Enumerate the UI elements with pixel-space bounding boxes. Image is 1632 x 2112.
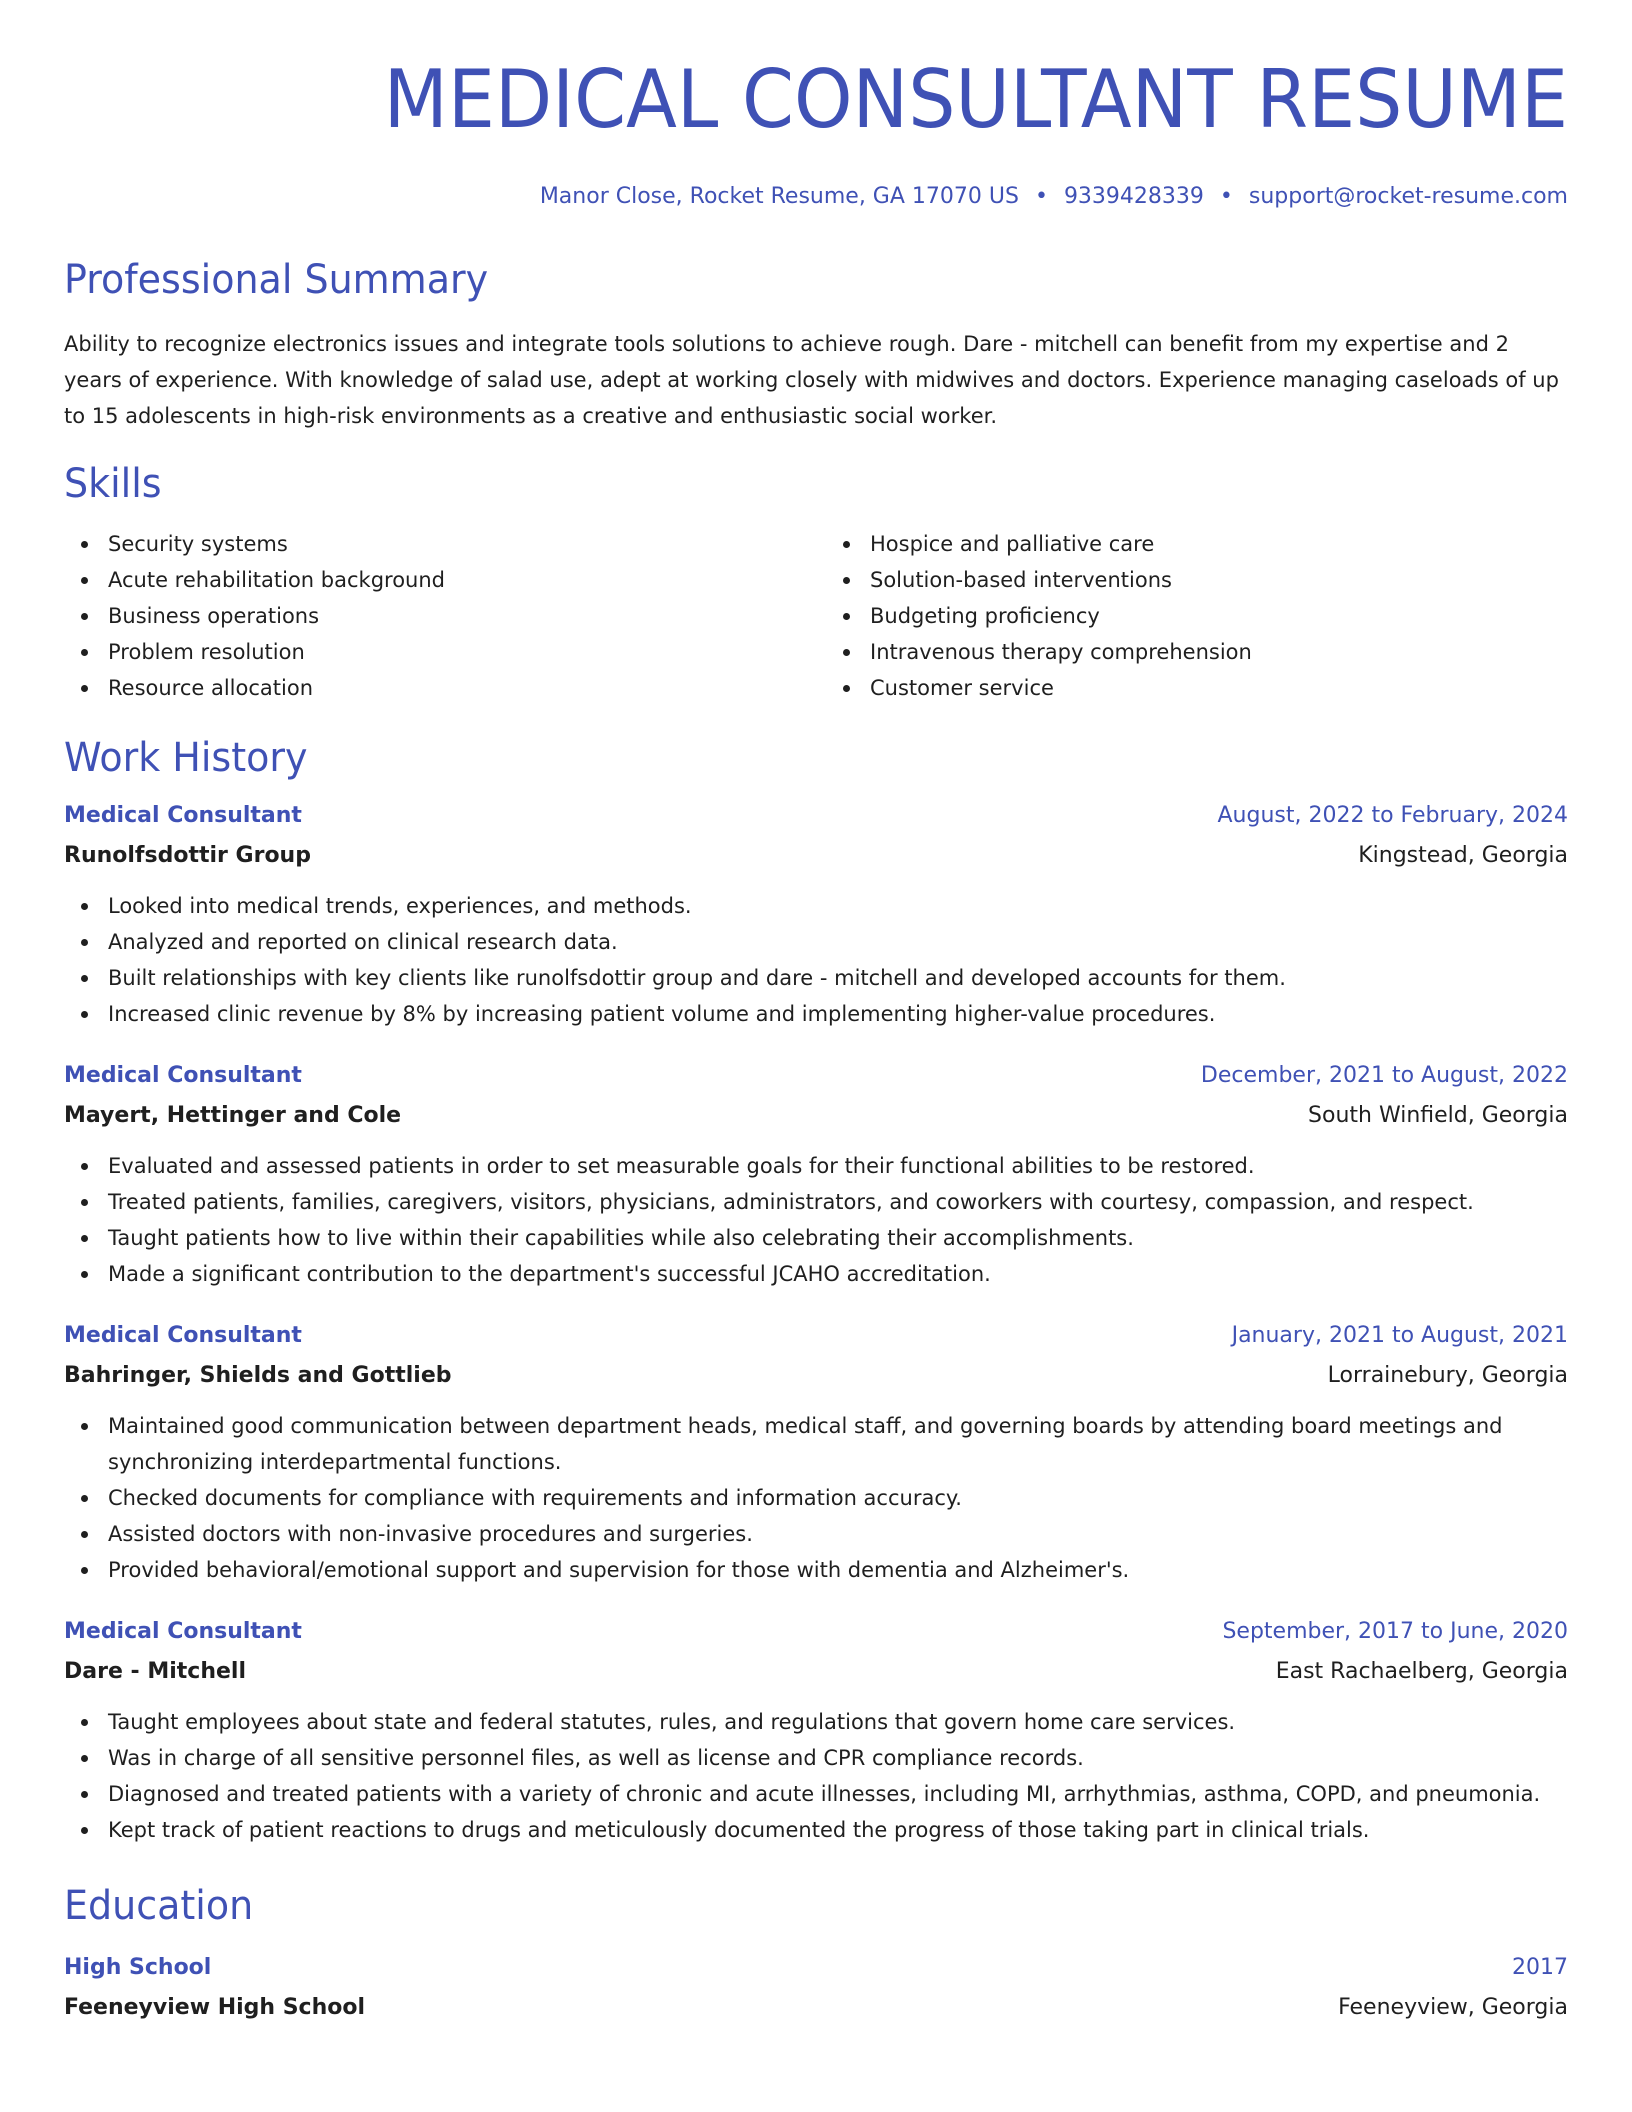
job-location: South Winfield, Georgia [1308,1103,1568,1128]
job-bullet: Diagnosed and treated patients with a variety of chronic and acute illnesses, including MI, arrhythmias, asthma, COPD, and pneumonia. [64,1776,1568,1812]
job-bullet: Looked into medical trends, experiences, and methods. [64,888,1568,924]
job-title-row [64,1056,1568,1096]
skills-heading: Skills [64,461,162,507]
job-bullets [64,888,1568,1032]
skill-item: Budgeting proficiency [826,598,1568,634]
job-company-row [64,1356,1568,1396]
job-bullet: Was in charge of all sensitive personnel files, as well as license and CPR compliance records. [64,1740,1568,1776]
job-location: East Rachaelberg, Georgia [1275,1659,1568,1684]
job-company: Runolfsdottir Group [64,843,311,868]
job-entry [64,796,1568,1032]
resume-title: MEDICAL CONSULTANT RESUME [383,53,1568,146]
education-entry [64,1948,1568,2028]
skill-item: Intravenous therapy comprehension [826,634,1568,670]
job-bullet: Assisted doctors with non-invasive procedures and surgeries. [64,1516,1568,1552]
job-company-row [64,1096,1568,1136]
skill-item: Security systems [64,526,816,562]
contact-phone: 9339428339 [1063,184,1204,209]
skill-item: Problem resolution [64,634,816,670]
job-bullets [64,1408,1568,1588]
education-degree: High School [64,1955,212,1980]
skill-item: Customer service [826,670,1568,706]
job-title-row [64,1612,1568,1652]
job-location: Kingstead, Georgia [1358,843,1568,868]
job-title-row [64,1316,1568,1356]
job-company: Mayert, Hettinger and Cole [64,1103,402,1128]
job-bullets [64,1148,1568,1292]
job-bullet: Taught patients how to live within their capabilities while also celebrating their accomplishments. [64,1220,1568,1256]
skills-list [64,526,1568,706]
job-dates: August, 2022 to February, 2024 [1217,803,1568,828]
summary-heading: Professional Summary [64,257,489,303]
job-company: Dare - Mitchell [64,1659,246,1684]
job-bullet: Kept track of patient reactions to drugs and meticulously documented the progress of those taking part in clinical trials. [64,1812,1568,1848]
job-dates: December, 2021 to August, 2022 [1200,1063,1568,1088]
job-dates: September, 2017 to June, 2020 [1222,1619,1568,1644]
job-title: Medical Consultant [64,1063,302,1088]
skill-item: Solution-based interventions [826,562,1568,598]
contact-email[interactable]: support@rocket-resume.com [1248,184,1568,209]
skills-column-left [64,526,816,706]
job-bullet: Taught employees about state and federal statutes, rules, and regulations that govern home care services. [64,1704,1568,1740]
job-bullet: Provided behavioral/emotional support and supervision for those with dementia and Alzheimer's. [64,1552,1568,1588]
education-heading: Education [64,1883,254,1929]
job-company-row [64,836,1568,876]
job-entry [64,1056,1568,1292]
contact-separator: • [1034,184,1048,209]
job-bullet: Checked documents for compliance with requirements and information accuracy. [64,1480,1568,1516]
work-history-heading: Work History [64,735,308,781]
job-location: Lorrainebury, Georgia [1327,1363,1568,1388]
job-bullet: Evaluated and assessed patients in order to set measurable goals for their functional abilities to be restored. [64,1148,1568,1184]
job-title-row [64,796,1568,836]
contact-line [64,182,1568,212]
job-entry [64,1612,1568,1848]
resume-header [64,52,1568,212]
contact-address: Manor Close, Rocket Resume, GA 17070 US [539,184,1019,209]
job-title: Medical Consultant [64,1323,302,1348]
skill-item: Resource allocation [64,670,816,706]
job-entry [64,1316,1568,1588]
job-company: Bahringer, Shields and Gottlieb [64,1363,452,1388]
job-title: Medical Consultant [64,1619,302,1644]
job-company-row [64,1652,1568,1692]
skills-column-right [816,526,1568,706]
skill-item: Acute rehabilitation background [64,562,816,598]
job-bullet: Built relationships with key clients like runolfsdottir group and dare - mitchell and developed accounts for them. [64,960,1568,996]
skill-item: Business operations [64,598,816,634]
job-bullet: Maintained good communication between department heads, medical staff, and governing boards by attending board meetings and synchronizing interdepartmental functions. [64,1408,1568,1480]
education-location: Feeneyview, Georgia [1338,1995,1568,2020]
job-bullet: Increased clinic revenue by 8% by increasing patient volume and implementing higher-value procedures. [64,996,1568,1032]
contact-separator: • [1219,184,1233,209]
education-degree-row [64,1948,1568,1988]
job-dates: January, 2021 to August, 2021 [1231,1323,1568,1348]
job-bullet: Analyzed and reported on clinical research data. [64,924,1568,960]
job-bullet: Treated patients, families, caregivers, visitors, physicians, administrators, and coworkers with courtesy, compassion, and respect. [64,1184,1568,1220]
job-bullet: Made a significant contribution to the department's successful JCAHO accreditation. [64,1256,1568,1292]
education-school: Feeneyview High School [64,1995,366,2020]
summary-text: Ability to recognize electronics issues and integrate tools solutions to achieve rough. Dare - mitchell can benefit from my expertise and 2 years of experience. With knowledge of salad use, adept at working closely with midwives and doctors. Experience managing caseloads of up to 15 adolescents in high-risk environments as a creative and enthusiastic social worker. [64,332,1559,428]
job-title: Medical Consultant [64,803,302,828]
education-year: 2017 [1512,1955,1568,1980]
job-bullets [64,1704,1568,1848]
education-school-row [64,1988,1568,2028]
skill-item: Hospice and palliative care [826,526,1568,562]
